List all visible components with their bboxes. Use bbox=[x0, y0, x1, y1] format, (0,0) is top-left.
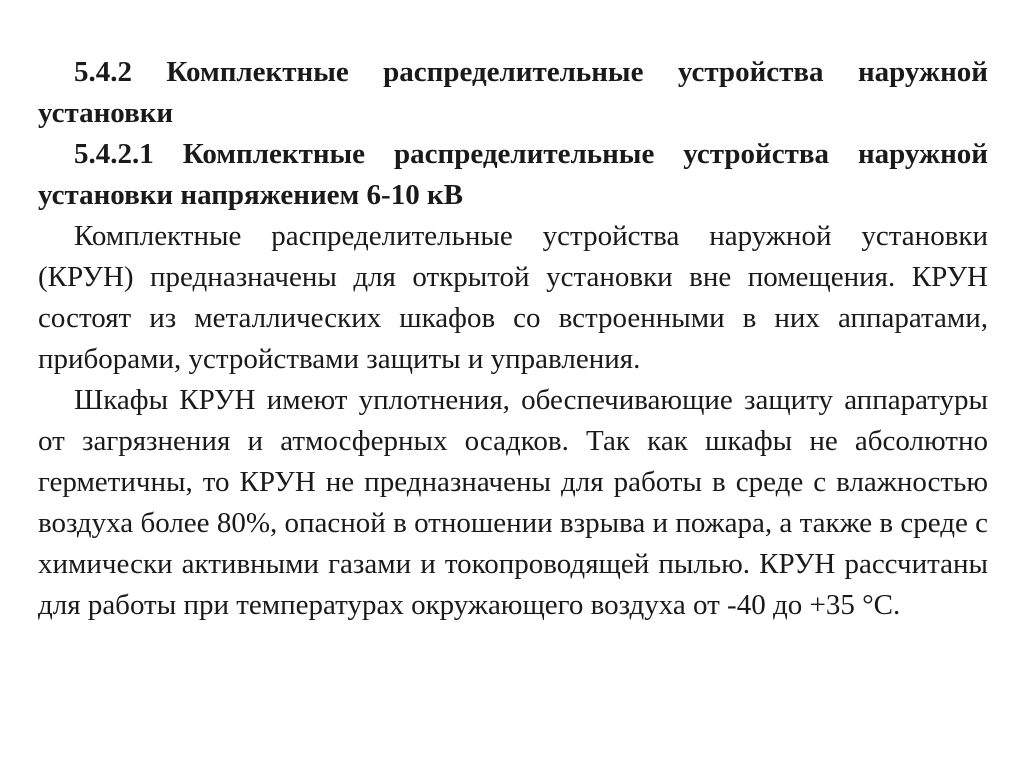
document-page bbox=[38, 52, 988, 626]
paragraph-conditions: Шкафы КРУН имеют уплотнения, обеспечивающие защиту аппаратуры от загрязнения и атмосферных осадков. Так как шкафы не абсолютно герметичны, то КРУН не предназначены для работы в среде с влажностью воздуха более 80%, опасной в отношении взрыва и пожара, а также в среде с химически активными газами и токопроводящей пылью. КРУН рассчитаны для работы при температурах окружающего воздуха от -40 до +35 °С. bbox=[38, 384, 988, 621]
paragraph-description: Комплектные распределительные устройства наружной установки (КРУН) предназначены для открытой установки вне помещения. КРУН состоят из металлических шкафов со встроенными в них аппаратами, приборами, устройствами защиты и управления. bbox=[38, 220, 988, 375]
subsection-heading: 5.4.2.1 Комплектные распределительные устройства наружной установки напряжением 6-10 кВ bbox=[38, 138, 988, 211]
section-heading: 5.4.2 Комплектные распределительные устройства наружной установки bbox=[38, 56, 988, 129]
